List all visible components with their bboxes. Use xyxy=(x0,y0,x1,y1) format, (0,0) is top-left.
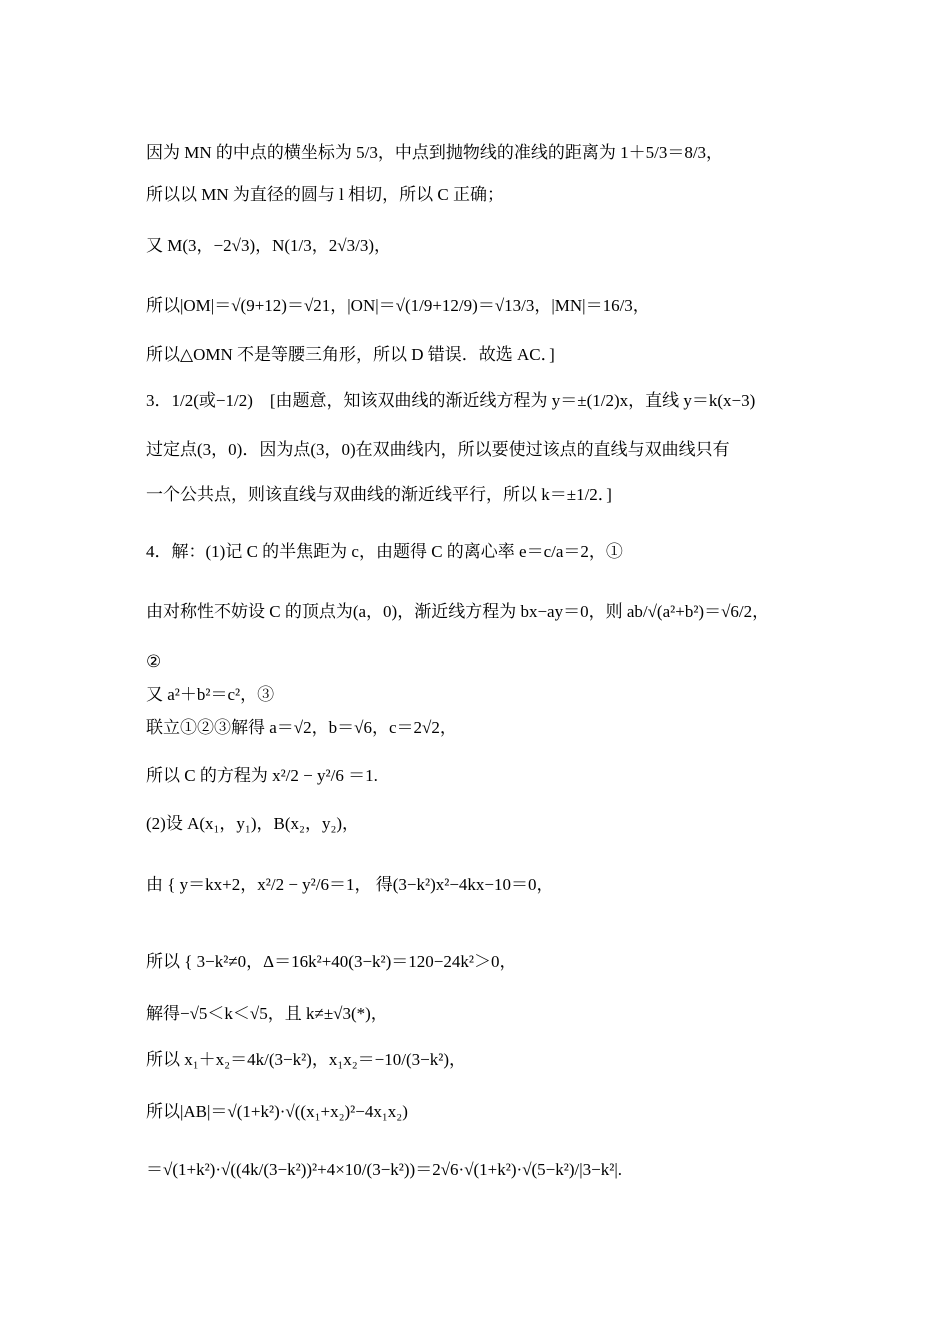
text-line-21: ＝√(1+k²)·√((4k/(3−k²))²+4×10/(3−k²))＝2√6·√(1+k²)·√(5−k²)/|3−k²|. xyxy=(146,1160,622,1179)
text-line-3: 又 M(3，−2√3)，N(1/3，2√3/3)， xyxy=(146,236,391,255)
text-line-18: 解得−√5＜k＜√5，且 k≠±√3(*)， xyxy=(146,1004,388,1023)
text-line-19: 所以 x₁＋x₂＝4k/(3−k²)，x₁x₂＝−10/(3−k²)， xyxy=(146,1050,467,1069)
text-line-9: 4．解：(1)记 C 的半焦距为 c，由题得 C 的离心率 e＝c/a＝2，① xyxy=(146,542,623,561)
text-line-14: 所以 C 的方程为 x²/2 − y²/6 ＝1. xyxy=(146,766,378,785)
text-line-20: 所以|AB|＝√(1+k²)·√((x₁+x₂)²−4x₁x₂) xyxy=(146,1102,408,1121)
text-line-15: (2)设 A(x₁，y₁)，B(x₂，y₂)， xyxy=(146,814,360,833)
text-line-1: 因为 MN 的中点的横坐标为 5/3，中点到抛物线的准线的距离为 1＋5/3＝8/3， xyxy=(146,143,724,162)
text-line-12: 又 a²＋b²＝c²，③ xyxy=(146,685,275,704)
text-line-17: 所以 { 3−k²≠0，Δ＝16k²+40(3−k²)＝120−24k²＞0， xyxy=(146,952,517,971)
text-line-2: 所以以 MN 为直径的圆与 l 相切，所以 C 正确； xyxy=(146,185,504,204)
text-line-7: 过定点(3，0)．因为点(3，0)在双曲线内，所以要使过该点的直线与双曲线只有 xyxy=(146,440,730,459)
text-line-5: 所以△OMN 不是等腰三角形，所以 D 错误．故选 AC．] xyxy=(146,345,555,364)
text-line-16: 由 { y＝kx+2，x²/2 − y²/6＝1， 得(3−k²)x²−4kx−10＝0， xyxy=(146,875,554,894)
text-line-10: 由对称性不妨设 C 的顶点为(a，0)，渐近线方程为 bx−ay＝0，则 ab/√(a²+b²)＝√6/2， xyxy=(146,602,770,621)
text-line-6: 3．1/2(或−1/2) [由题意，知该双曲线的渐近线方程为 y＝±(1/2)x，直线 y＝k(x−3) xyxy=(146,391,756,410)
text-line-11: ② xyxy=(146,652,162,671)
text-line-13: 联立①②③解得 a＝√2，b＝√6，c＝2√2， xyxy=(146,718,457,737)
text-line-8: 一个公共点，则该直线与双曲线的渐近线平行，所以 k＝±1/2．] xyxy=(146,485,612,504)
text-line-4: 所以|OM|＝√(9+12)＝√21，|ON|＝√(1/9+12/9)＝√13/3，|MN|＝16/3， xyxy=(146,296,650,315)
